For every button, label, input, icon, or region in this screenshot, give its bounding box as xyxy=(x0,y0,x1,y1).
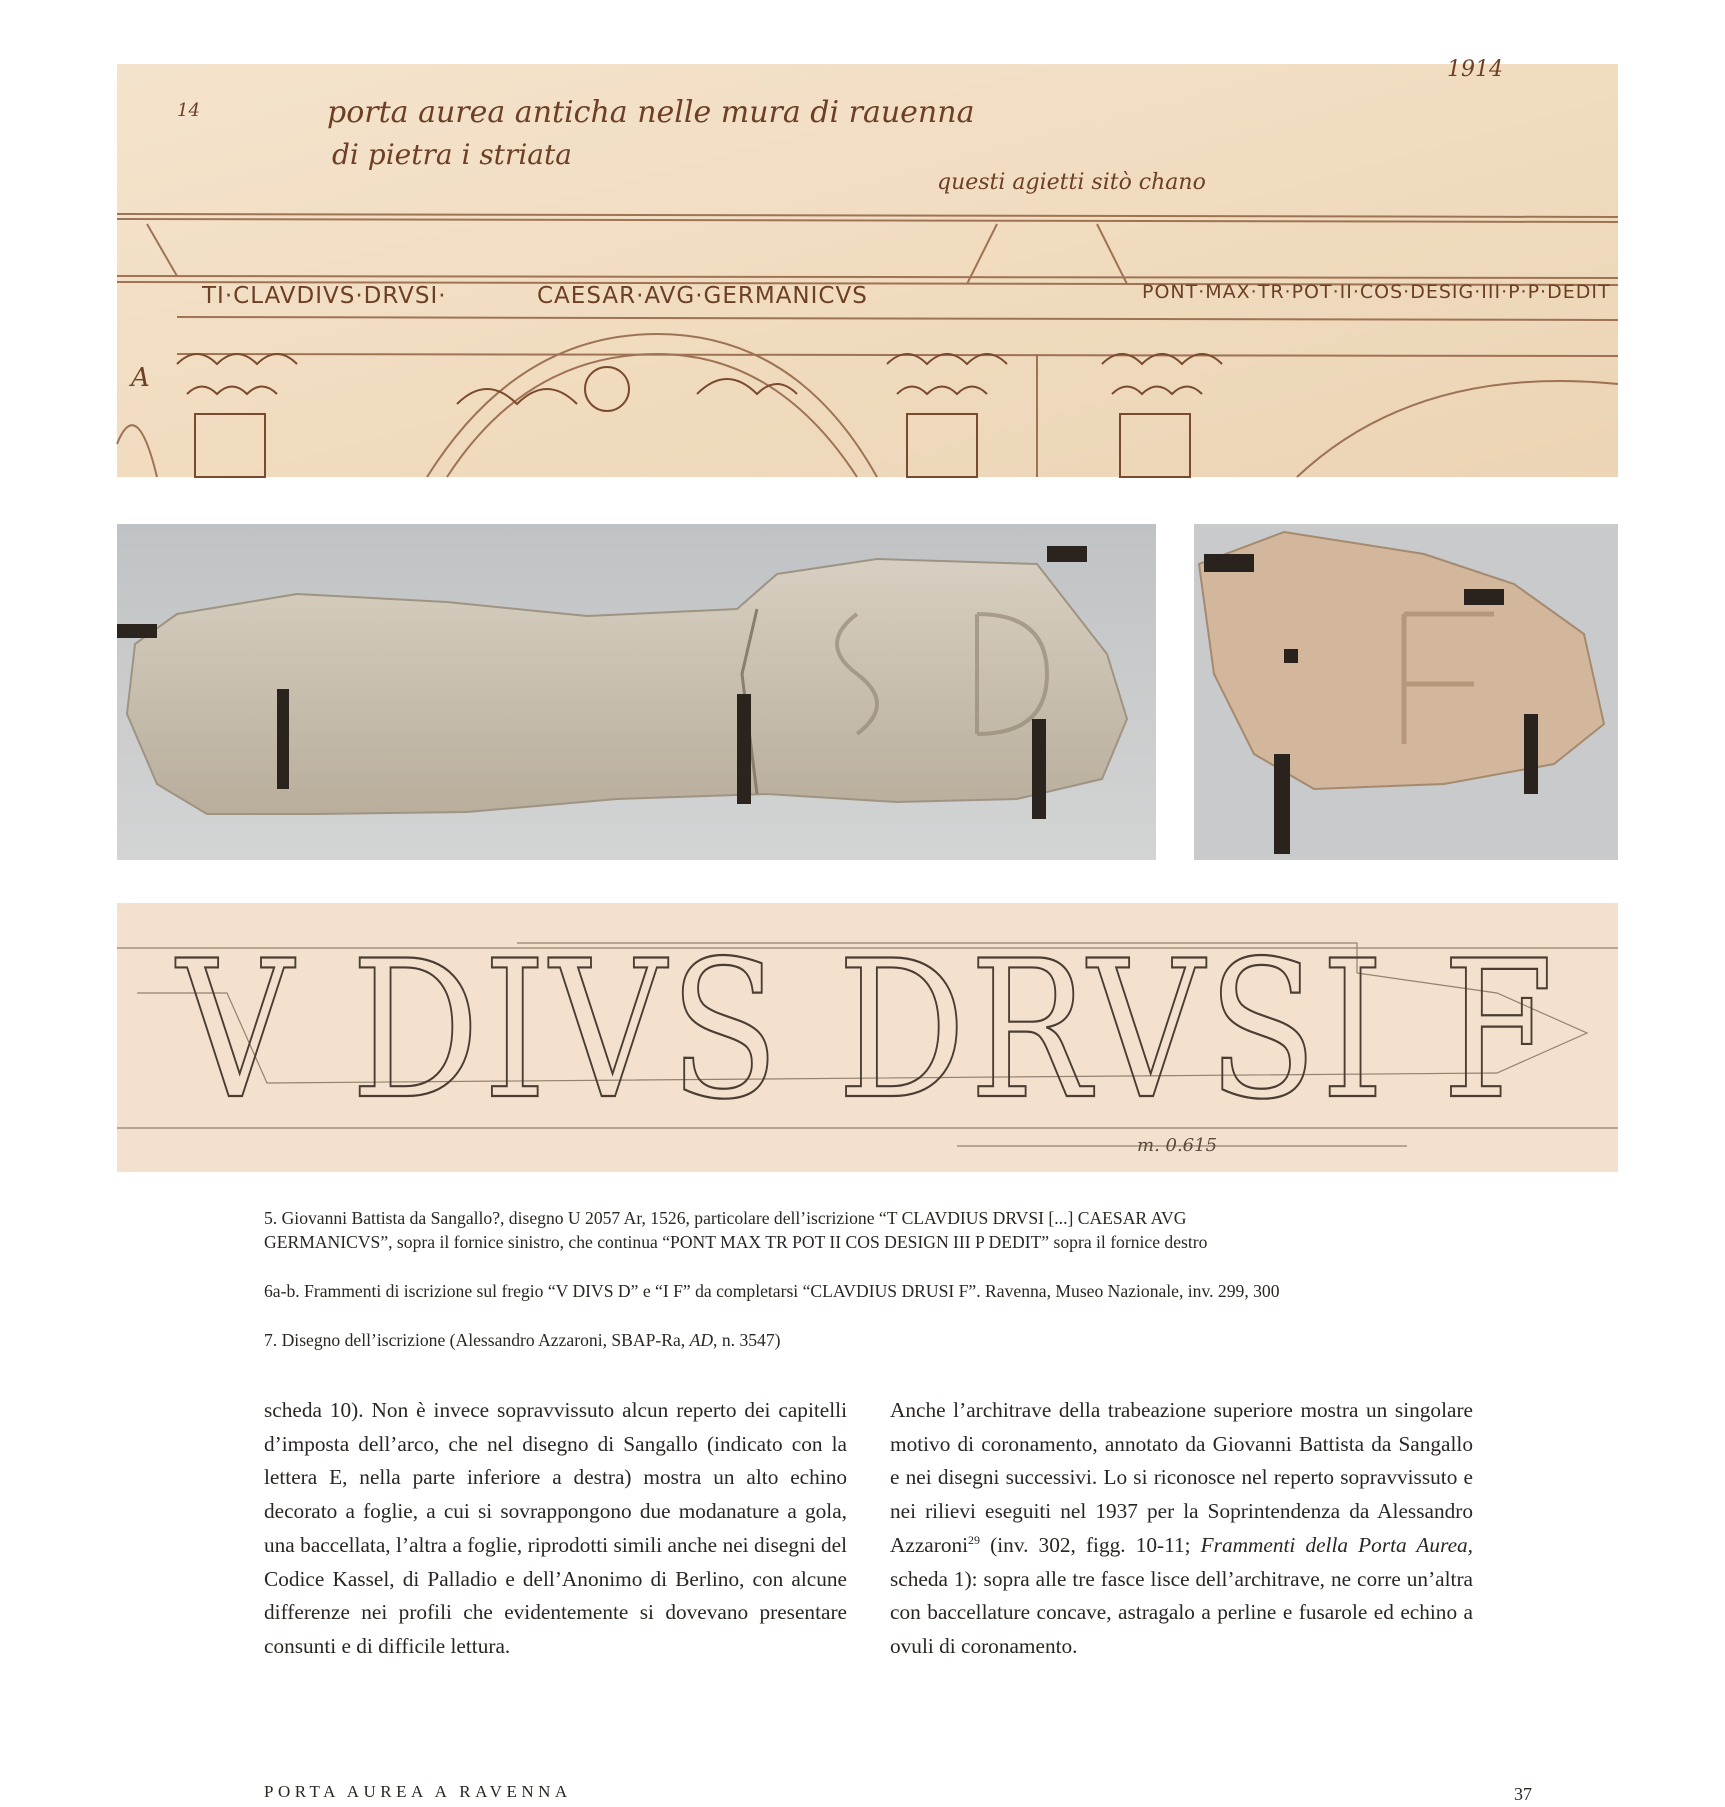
caption-5-line1: 5. Giovanni Battista da Sangallo?, disegno U 2057 Ar, 1526, particolare dell’iscrizione “T CLAVDIUS DRVSI [...] CAESAR AVG xyxy=(264,1208,1187,1228)
fig5-inscription-left: TI·CLAVDIVS·DRVSI· xyxy=(202,283,447,309)
body-right-paragraph xyxy=(890,1394,1473,1664)
footnote-ref: 29 xyxy=(968,1532,981,1547)
fig5-note: questi agietti sitò chano xyxy=(937,170,1206,195)
body-right-text-3: scheda 1): sopra alle tre fasce lisce dell’architrave, ne corre un’altra con baccellature concave, astragalo a perline e fusarole ed echino a ovuli di coronamento. xyxy=(890,1566,1473,1658)
caption-6: 6a-b. Frammenti di iscrizione sul fregio “V DIVS D” e “I F” da completarsi “CLAVDIUS DRUSI F”. Ravenna, Museo Nazionale, inv. 299, 300 xyxy=(264,1281,1280,1301)
figure-6b-fragment xyxy=(1194,524,1618,860)
body-right-text-2: (inv. 302, figg. 10-11; xyxy=(980,1532,1201,1557)
caption-7-end: , n. 3547) xyxy=(713,1330,781,1350)
fig5-label-a: A xyxy=(131,363,150,393)
caption-7 xyxy=(264,1328,1514,1352)
caption-5-line2: GERMANICVS”, sopra il fornice sinistro, che continua “PONT MAX TR POT II COS DESIGN III P DEDIT” sopra il fornice destro xyxy=(264,1232,1208,1252)
body-column-right xyxy=(890,1394,1473,1664)
figure-5-sangallo-drawing xyxy=(117,57,1618,477)
body-left-paragraph: scheda 10). Non è invece sopravvissuto alcun reperto dei capitelli d’imposta dell’arco, che nel disegno di Sangallo (indicato con la lettera E, nella parte inferiore a destra) mostra un alto echino decorato a foglie, a cui si sovrappongono due modanature a gola, una baccellata, l’altra a foglie, riprodotti simili anche nei disegni del Codice Kassel, di Palladio e dell’Anonimo di Berlino, con alcune differenze nei profili che evidentemente si dovevano presentare consunti e di difficile lettura. xyxy=(264,1398,847,1658)
marble-fragment-image xyxy=(117,524,1156,860)
fig5-line1: porta aurea anticha nelle mura di rauenna xyxy=(327,95,975,130)
fig5-corner-number: 1914 xyxy=(1447,57,1503,82)
caption-5 xyxy=(264,1206,1514,1254)
caption-7-text: 7. Disegno dell’iscrizione (Alessandro Azzaroni, SBAP-Ra, xyxy=(264,1330,690,1350)
body-column-left xyxy=(264,1394,847,1664)
figure-6a-fragment xyxy=(117,524,1156,860)
fig5-label-14: 14 xyxy=(177,100,200,121)
page-number: 37 xyxy=(1514,1784,1532,1804)
inscription-drawing-image xyxy=(117,903,1618,1172)
marble-fragment-image xyxy=(1194,524,1618,860)
running-footer-title: PORTA AUREA A RAVENNA xyxy=(264,1782,572,1801)
fig5-inscription-right: PONT·MAX·TR·POT·II·COS·DESIG·III·P·P·DEDIT xyxy=(1142,281,1611,303)
body-right-italic: Frammenti della Porta Aurea, xyxy=(1200,1532,1473,1557)
figure-captions xyxy=(264,1206,1514,1377)
fig5-inscription-mid: CAESAR·AVG·GERMANICVS xyxy=(537,283,868,309)
fig7-letters: V DIVS DRVSI F xyxy=(175,920,1558,1141)
caption-7-italic: AD xyxy=(689,1330,714,1350)
figure-7-azzaroni-drawing xyxy=(117,903,1618,1172)
fig5-line2: di pietra i striata xyxy=(332,138,572,171)
fig7-scale-label: m. 0.615 xyxy=(1137,1135,1218,1156)
body-right-text-1: Anche l’architrave della trabeazione superiore mostra un singolare motivo di coronamento, annotato da Giovanni Battista da Sangallo e nei disegni successivi. Lo si riconosce nel reperto sopravvissuto e nei rilievi eseguiti nel 1937 per la Soprintendenza da Alessandro Azzaroni xyxy=(890,1398,1473,1557)
sangallo-drawing-image xyxy=(117,57,1618,477)
